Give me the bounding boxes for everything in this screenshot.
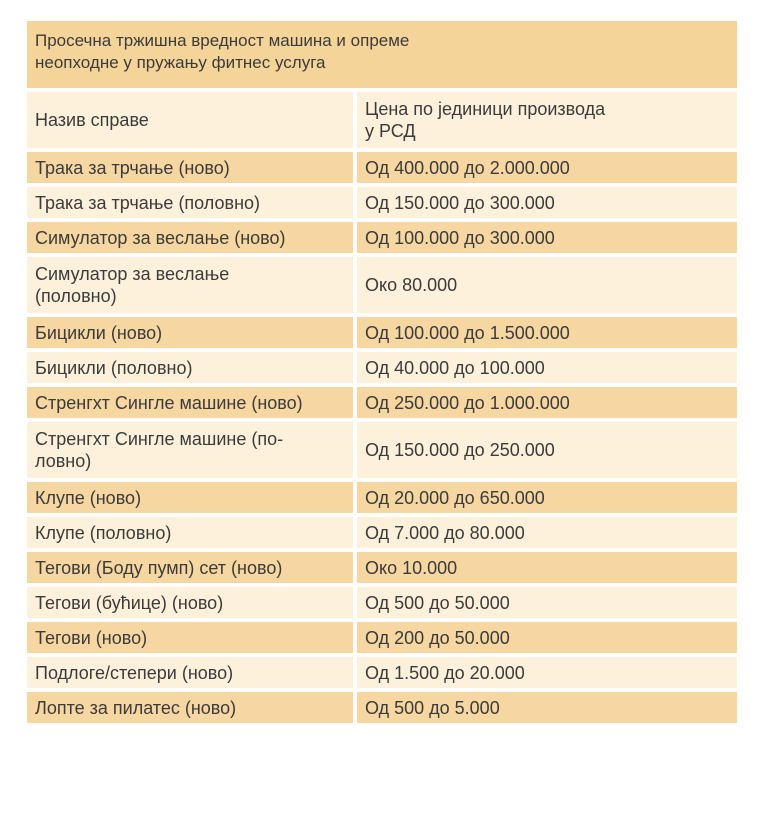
row-name: Лопте за пилатес (ново)	[27, 692, 357, 727]
row-price: Од 1.500 до 20.000	[357, 657, 737, 692]
table-row	[27, 552, 737, 587]
table-row	[27, 422, 737, 482]
table-row	[27, 692, 737, 727]
row-price: Од 400.000 до 2.000.000	[357, 152, 737, 187]
row-price: Од 250.000 до 1.000.000	[357, 387, 737, 422]
row-name: Бицикли (ново)	[27, 317, 357, 352]
row-price: Око 10.000	[357, 552, 737, 587]
row-price: Од 200 до 50.000	[357, 622, 737, 657]
row-name	[27, 422, 357, 482]
row-price: Од 150.000 до 300.000	[357, 187, 737, 222]
header-price	[357, 92, 737, 152]
row-name-line2: ловно)	[35, 451, 92, 471]
row-name: Симулатор за веслање (ново)	[27, 222, 357, 257]
price-table-container	[27, 21, 737, 727]
row-price: Од 500 до 5.000	[357, 692, 737, 727]
table-row	[27, 352, 737, 387]
table-row	[27, 317, 737, 352]
row-name-line2: (половно)	[35, 286, 117, 306]
table-header-row	[27, 92, 737, 152]
row-name: Трака за трчање (ново)	[27, 152, 357, 187]
header-price-line2: у РСД	[365, 121, 416, 141]
row-price: Око 80.000	[357, 257, 737, 317]
row-name: Тегови (ново)	[27, 622, 357, 657]
header-price-line1: Цена по јединици производа	[365, 99, 606, 119]
row-name: Тегови (бућице) (ново)	[27, 587, 357, 622]
row-name: Клупе (ново)	[27, 482, 357, 517]
table-row	[27, 657, 737, 692]
table-title-line2: неопходне у пружању фитнес услуга	[35, 53, 326, 72]
row-name: Тегови (Боду пумп) сет (ново)	[27, 552, 357, 587]
row-price: Од 500 до 50.000	[357, 587, 737, 622]
row-name: Трака за трчање (половно)	[27, 187, 357, 222]
table-row	[27, 187, 737, 222]
price-table	[27, 21, 737, 727]
row-name-line1: Симулатор за веслање	[35, 264, 230, 284]
row-name-line1: Стренгхт Сингле машине (по-	[35, 429, 284, 449]
row-name: Бицикли (половно)	[27, 352, 357, 387]
row-name: Клупе (половно)	[27, 517, 357, 552]
table-row	[27, 622, 737, 657]
header-name: Назив справе	[27, 92, 357, 152]
table-row	[27, 482, 737, 517]
row-name: Подлоге/степери (ново)	[27, 657, 357, 692]
table-row	[27, 587, 737, 622]
row-price: Од 150.000 до 250.000	[357, 422, 737, 482]
table-row	[27, 152, 737, 187]
row-price: Од 40.000 до 100.000	[357, 352, 737, 387]
table-row	[27, 222, 737, 257]
table-row	[27, 257, 737, 317]
row-price: Од 20.000 до 650.000	[357, 482, 737, 517]
table-title	[27, 21, 737, 92]
table-row	[27, 517, 737, 552]
table-title-row	[27, 21, 737, 92]
table-row	[27, 387, 737, 422]
row-price: Од 100.000 до 1.500.000	[357, 317, 737, 352]
row-name: Стренгхт Сингле машине (ново)	[27, 387, 357, 422]
row-price: Од 7.000 до 80.000	[357, 517, 737, 552]
row-price: Од 100.000 до 300.000	[357, 222, 737, 257]
table-title-line1: Просечна тржишна вредност машина и опреме	[35, 31, 410, 50]
row-name	[27, 257, 357, 317]
